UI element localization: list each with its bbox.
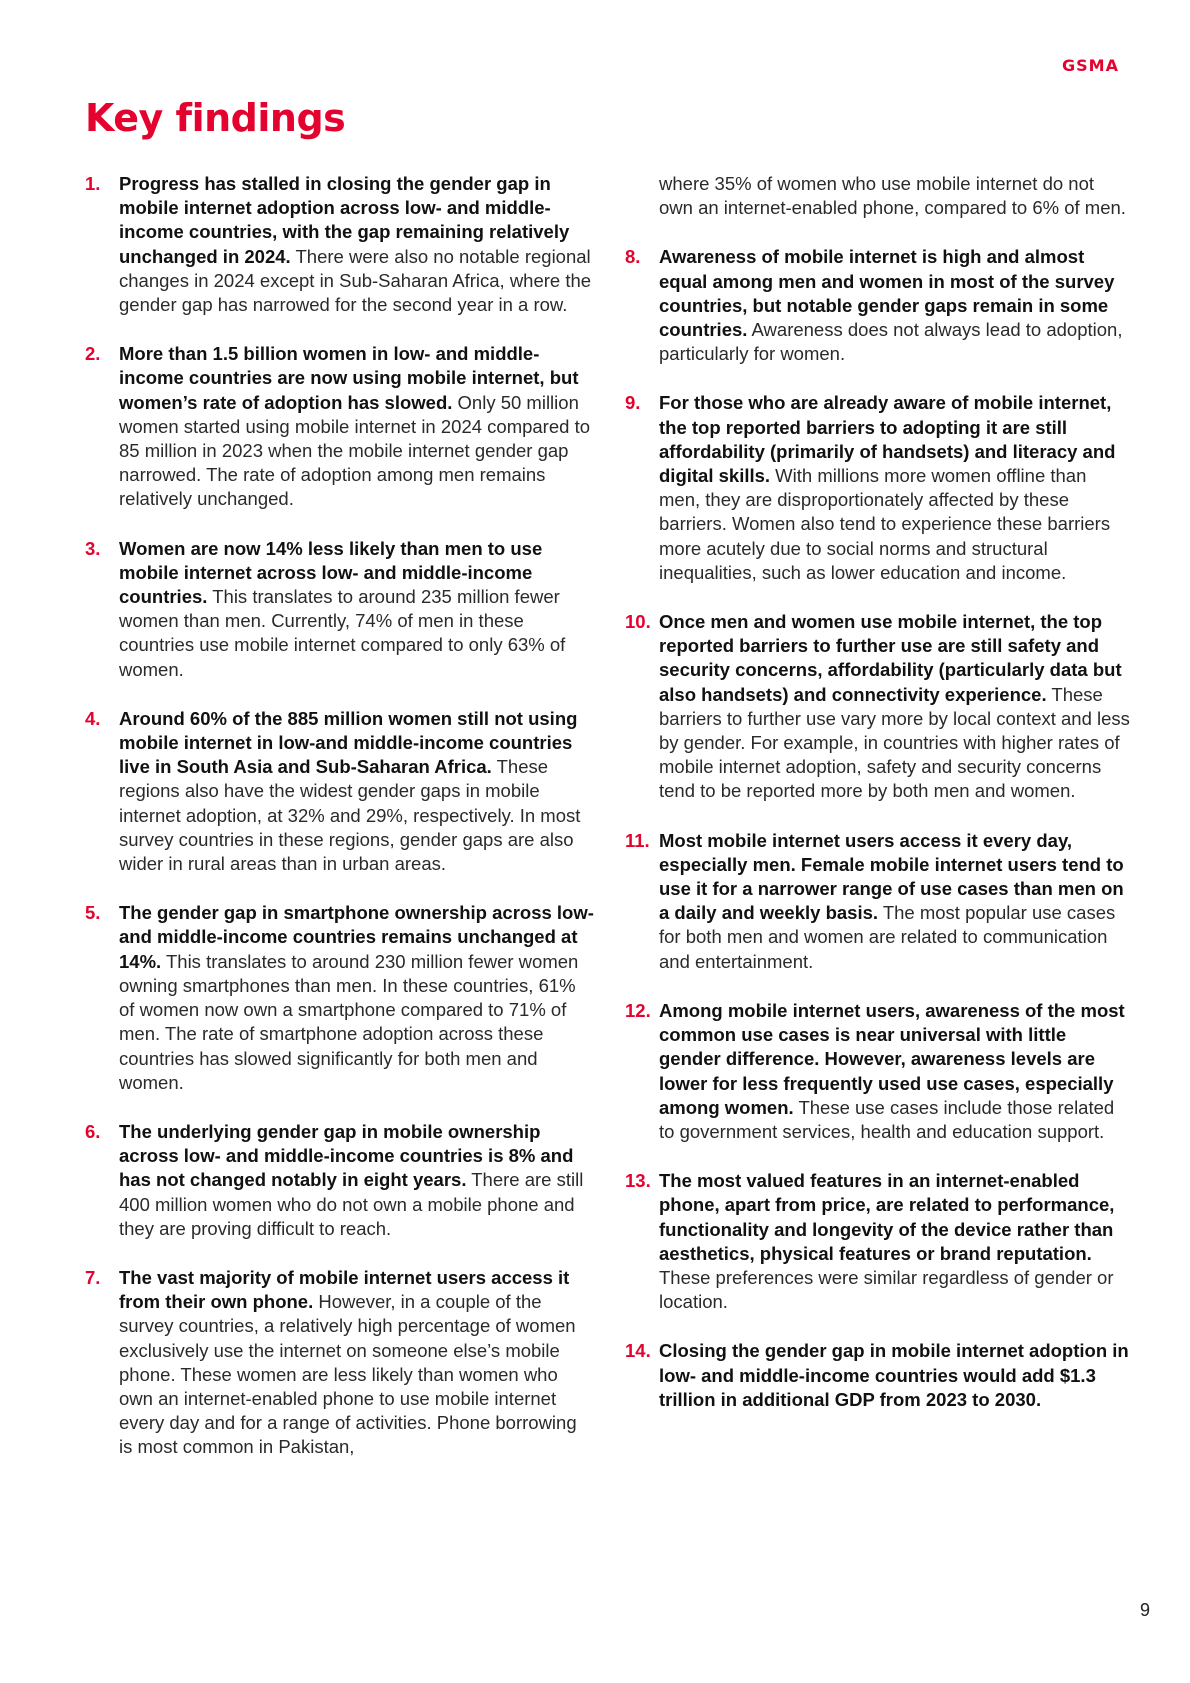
finding-body: With millions more women offline than men, they are disproportionately affected by these barriers. Women also tend to experience these barriers more acutely due to social norms and structural inequalities, such as lower education and income.	[659, 465, 1111, 583]
finding-number: 4.	[85, 707, 101, 729]
finding-3	[85, 537, 595, 682]
finding-lead: The gender gap in smartphone ownership across low- and middle-income countries remains unchanged at 14%.	[119, 902, 594, 972]
finding-body: However, in a couple of the survey countries, a relatively high percentage of women exclusively use the internet on someone else’s mobile phone. These women are less likely than women who own an internet-enabled phone to use mobile internet every day and for a range of activities. Phone borrowing is most common in Pakistan,	[119, 1291, 577, 1458]
finding-lead: The underlying gender gap in mobile ownership across low- and middle-income countries is 8% and has not changed notably in eight years.	[119, 1120, 574, 1191]
finding-number: 6.	[85, 1120, 101, 1142]
finding-6	[85, 1120, 595, 1241]
finding-1	[85, 172, 595, 317]
finding-10	[625, 610, 1130, 804]
finding-number: 13.	[625, 1170, 651, 1192]
finding-11	[625, 829, 1130, 974]
finding-body: These barriers to further use vary more by local context and less by gender. For example, in countries with higher rates of mobile internet adoption, safety and security concerns tend to be reported more by both men and women.	[659, 683, 1130, 802]
finding-8	[625, 245, 1130, 366]
finding-number: 9.	[625, 392, 641, 414]
finding-7	[85, 1266, 595, 1460]
finding-body: These use cases include those related to government services, health and education support.	[659, 1096, 1115, 1142]
finding-lead: Among mobile internet users, awareness of the most common use cases is near universal with little gender difference. However, awareness levels are lower for less frequently used use cases, especially among women.	[659, 999, 1125, 1118]
finding-9	[625, 391, 1130, 585]
finding-lead: Once men and women use mobile internet, the top reported barriers to further use are still safety and security concerns, affordability (particularly data but also handsets) and connectivity experience.	[659, 611, 1122, 705]
finding-12	[625, 999, 1130, 1144]
finding-body: Awareness does not always lead to adoption, particularly for women.	[659, 319, 1123, 365]
finding-14	[625, 1339, 1130, 1412]
finding-number: 1.	[85, 173, 101, 194]
finding-lead: Awareness of mobile internet is high and almost equal among men and women in most of the survey countries, but notable gender gaps remain in some countries.	[659, 246, 1115, 341]
finding-lead: Most mobile internet users access it every day, especially men. Female mobile internet users tend to use it for a narrower range of use cases than men on a daily and weekly basis.	[659, 829, 1124, 924]
finding-4	[85, 707, 595, 876]
finding-body: Only 50 million women started using mobile internet in 2024 compared to 85 million in 2023 when the mobile internet gender gap narrowed. The rate of adoption among men remains relatively unchanged.	[119, 391, 590, 510]
findings-right-column	[625, 172, 1130, 1437]
finding-number: 8.	[625, 246, 641, 268]
finding-number: 10.	[625, 611, 651, 633]
finding-lead: The vast majority of mobile internet users access it from their own phone.	[119, 1266, 570, 1313]
findings-left-column	[85, 172, 595, 1485]
page-number: 9	[1140, 1600, 1151, 1620]
finding-number: 3.	[85, 537, 101, 559]
finding-number: 2.	[85, 343, 101, 365]
page-title: Key findings	[85, 96, 346, 140]
finding-body: These preferences were similar regardless of gender or location.	[659, 1266, 1114, 1313]
finding-body: The most popular use cases for both men and women are related to communication and entertainment.	[659, 902, 1116, 972]
finding-body: where 35% of women who use mobile internet do not own an internet-enabled phone, compared to 6% of men.	[659, 173, 1126, 219]
finding-body: There were also no notable regional changes in 2024 except in Sub-Saharan Africa, where the gender gap has narrowed for the second year in a row.	[119, 245, 592, 316]
finding-body: These regions also have the widest gender gaps in mobile internet adoption, at 32% and 29%, respectively. In most survey countries in these regions, gender gaps are also wider in rural areas than in urban areas.	[119, 756, 581, 875]
finding-5	[85, 901, 595, 1095]
finding-lead: Closing the gender gap in mobile internet adoption in low- and middle-income countries would add $1.3 trillion in additional GDP from 2023 to 2030.	[659, 1340, 1129, 1410]
gsma-logo: GSMA	[1062, 56, 1119, 75]
finding-lead: Women are now 14% less likely than men to use mobile internet across low- and middle-income countries.	[119, 537, 543, 608]
finding-body: There are still 400 million women who do not own a mobile phone and they are proving difficult to reach.	[119, 1169, 584, 1239]
finding-number: 5.	[85, 902, 101, 924]
finding-lead: For those who are already aware of mobile internet, the top reported barriers to adopting it are still affordability (primarily of handsets) and literacy and digital skills.	[659, 392, 1116, 487]
finding-lead: More than 1.5 billion women in low- and middle-income countries are now using mobile internet, but women’s rate of adoption has slowed.	[119, 343, 579, 413]
finding-body: This translates to around 230 million fewer women owning smartphones than men. In these countries, 61% of women now own a smartphone compared to 71% of men. The rate of smartphone adoption across these countries has slowed significantly for both men and women.	[119, 950, 579, 1093]
finding-number: 12.	[625, 999, 651, 1021]
finding-body: This translates to around 235 million fewer women than men. Currently, 74% of men in these countries use mobile internet compared to only 63% of women.	[119, 586, 566, 680]
finding-lead: Around 60% of the 885 million women still not using mobile internet in low-and middle-income countries live in South Asia and Sub-Saharan Africa.	[119, 707, 578, 778]
finding-7-continuation	[625, 172, 1130, 220]
finding-number: 14.	[625, 1340, 651, 1362]
finding-number: 11.	[625, 829, 650, 851]
finding-13	[625, 1169, 1130, 1314]
finding-number: 7.	[85, 1266, 101, 1288]
finding-lead: Progress has stalled in closing the gender gap in mobile internet adoption across low- and middle-income countries, with the gap remaining relatively unchanged in 2024.	[119, 173, 570, 267]
finding-2	[85, 342, 595, 511]
finding-lead: The most valued features in an internet-enabled phone, apart from price, are related to performance, functionality and longevity of the device rather than aesthetics, physical features or brand reputation.	[659, 1170, 1115, 1264]
